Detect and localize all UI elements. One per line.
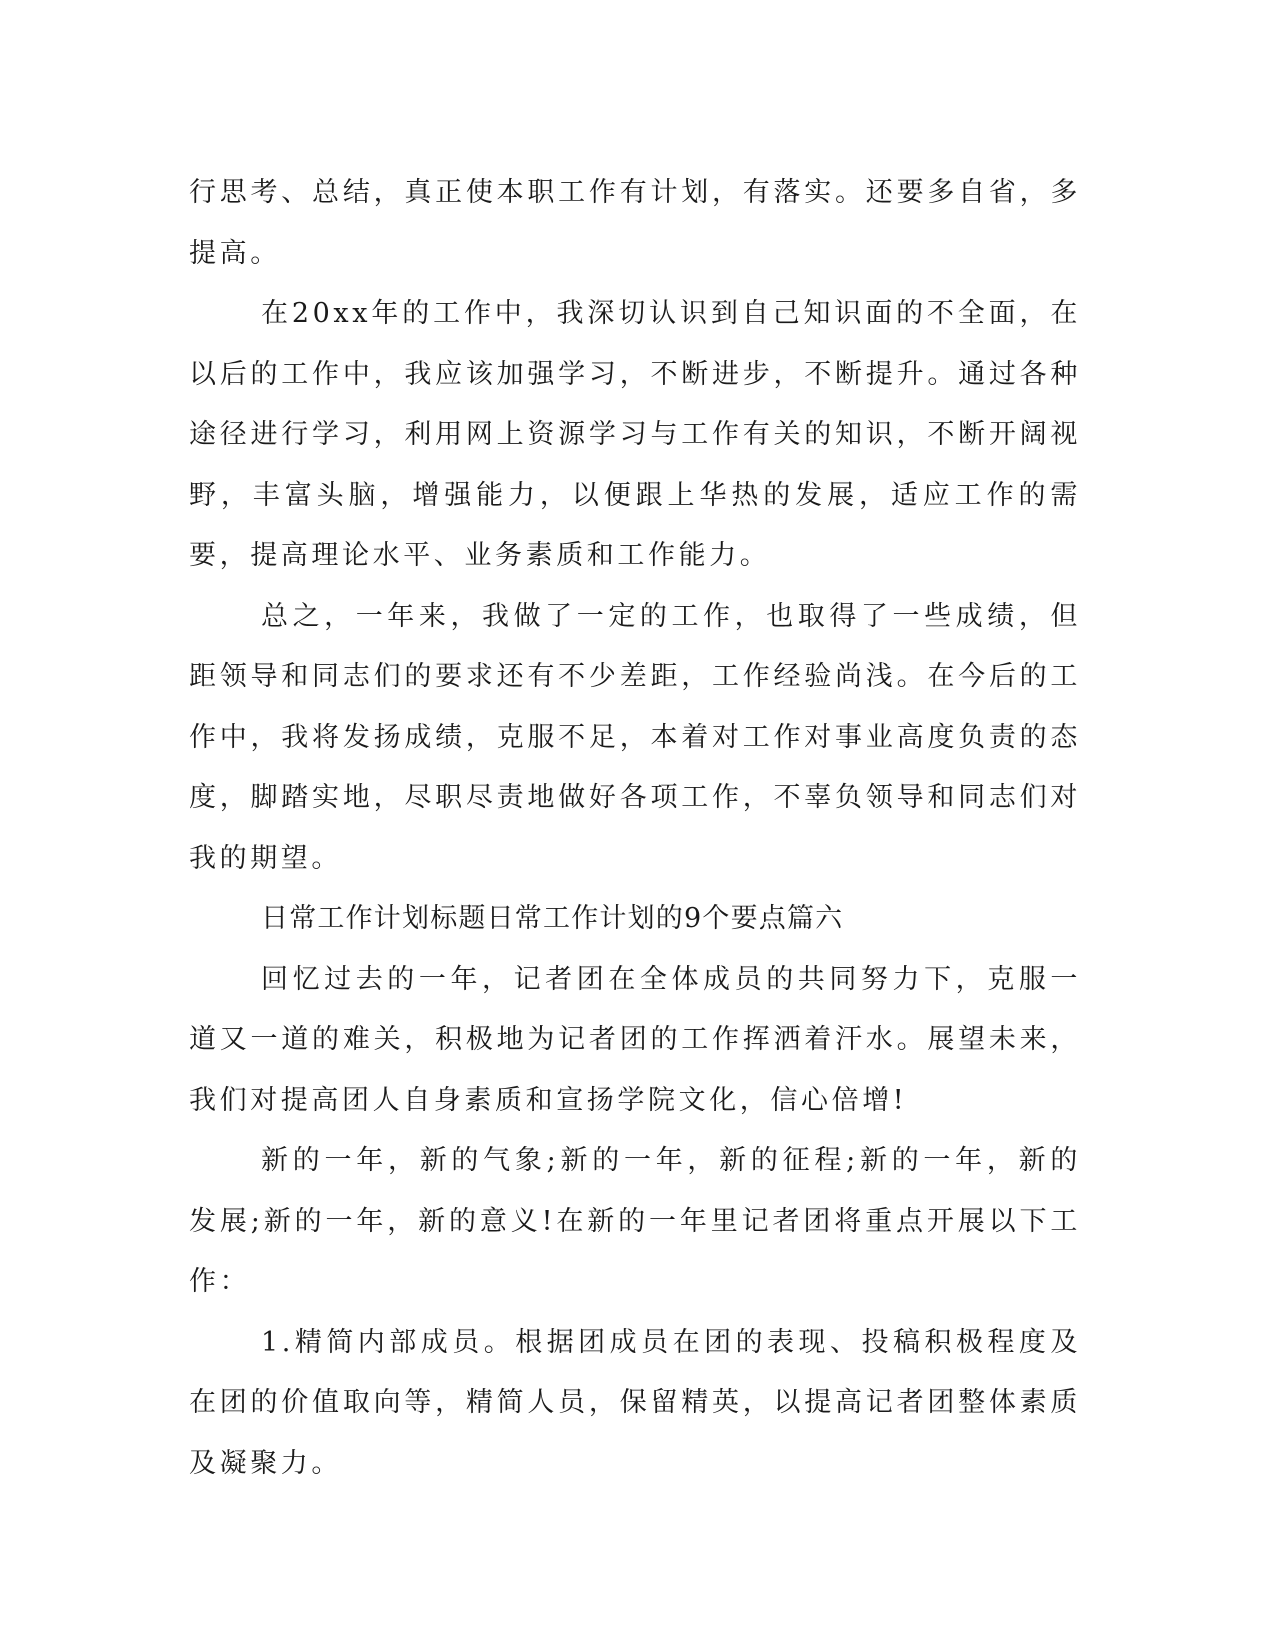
- paragraph-new-year: 新的一年，新的气象;新的一年，新的征程;新的一年，新的发展;新的一年，新的意义!在新的一年里记者团将重点开展以下工作：: [189, 1145, 1081, 1297]
- section-heading: 日常工作计划标题日常工作计划的9个要点篇六: [261, 903, 844, 934]
- paragraph-review: 回忆过去的一年，记者团在全体成员的共同努力下，克服一道又一道的难关，积极地为记者团的工作挥洒着汗水。展望未来，我们对提高团人自身素质和宣扬学院文化，信心倍增!: [189, 963, 1081, 1116]
- paragraph-continuation: 行思考、总结，真正使本职工作有计划，有落实。还要多自省，多提高。: [189, 177, 1081, 269]
- paragraph-summary: 总之，一年来，我做了一定的工作，也取得了一些成绩，但距领导和同志们的要求还有不少差距，工作经验尚浅。在今后的工作中，我将发扬成绩，克服不足，本着对工作对事业高度负责的态度，脚踏实地，尽职尽责地做好各项工作，不辜负领导和同志们对我的期望。: [189, 600, 1081, 874]
- paragraph-item-1: 1.精简内部成员。根据团成员在团的表现、投稿积极程度及在团的价值取向等，精简人员，保留精英，以提高记者团整体素质及凝聚力。: [189, 1326, 1081, 1479]
- document-body: [189, 163, 1081, 1494]
- paragraph-learning: 在20xx年的工作中，我深切认识到自己知识面的不全面，在以后的工作中，我应该加强学习，不断进步，不断提升。通过各种途径进行学习，利用网上资源学习与工作有关的知识，不断开阔视野，丰富头脑，增强能力，以便跟上华热的发展，适应工作的需要，提高理论水平、业务素质和工作能力。: [189, 298, 1081, 571]
